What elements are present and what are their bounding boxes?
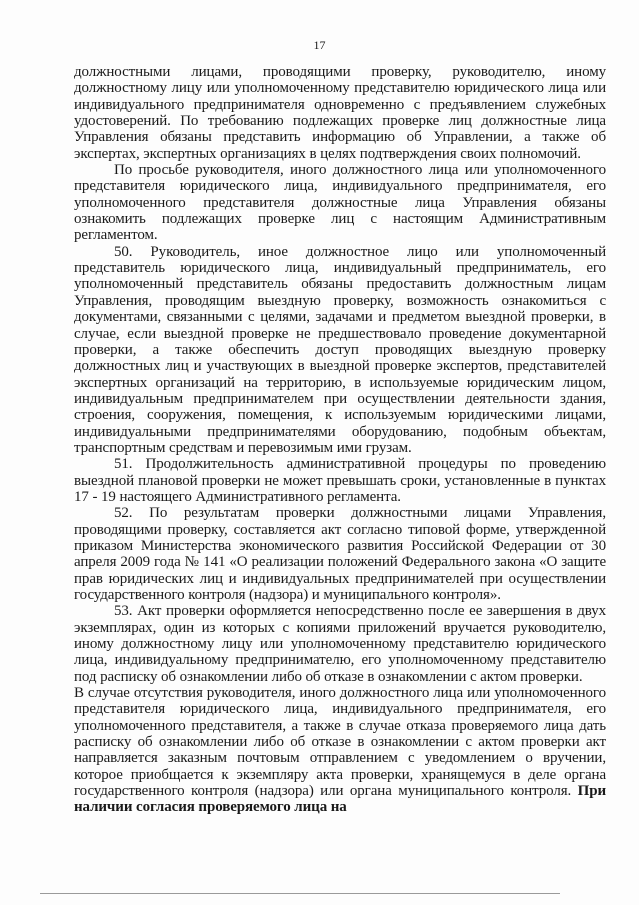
paragraph-51: 51. Продолжительность административной процедуры по проведению выездной плановой проверки не может превышать сроки, установленные в пунктах 17 - 19 настоящего Административного регламента. — [74, 456, 606, 505]
paragraph-continuation: должностными лицами, проводящими проверку, руководителю, иному должностному лицу или уполномоченному представителю юридического лица или индивидуального предпринимателя одновременно с предъявлением служебных удостоверений. По требованию подлежащих проверке лиц должностные лица Управления обязаны представить информацию об Управлении, а также об экспертах, экспертных организациях в целях подтверждения своих полномочий. — [74, 64, 606, 162]
page-number: 17 — [313, 38, 326, 52]
bold-sentence-start: При наличии согласия проверяемого лица на — [74, 783, 606, 816]
document-body — [74, 64, 606, 816]
bottom-rule — [40, 893, 560, 894]
paragraph-absence — [74, 685, 606, 816]
paragraph-request-regulation: По просьбе руководителя, иного должностного лица или уполномоченного представителя юридического лица, индивидуального предпринимателя, его уполномоченного представителя должностные лица Управления обязаны ознакомить подлежащих проверке лиц с настоящим Административным регламентом. — [74, 162, 606, 244]
paragraph-absence-text: В случае отсутствия руководителя, иного должностного лица или уполномоченного представителя юридического лица, индивидуального предпринимателя, его уполномоченного представителя, а также в случае отказа проверяемого лица дать расписку об ознакомлении либо об отказе в ознакомлении с актом проверки акт направляется заказным почтовым отправлением с уведомлением о вручении, которое приобщается к экземпляру акта проверки, хранящемуся в деле органа государственного контроля (надзора) или органа муниципального контроля. — [74, 685, 606, 800]
paragraph-53: 53. Акт проверки оформляется непосредственно после ее завершения в двух экземплярах, один из которых с копиями приложений вручается руководителю, иному должностному лицу или уполномоченному представителю юридического лица, индивидуальному предпринимателю, его уполномоченному представителю под расписку об ознакомлении либо об отказе в ознакомлении с актом проверки. — [74, 603, 606, 685]
paragraph-50: 50. Руководитель, иное должностное лицо или уполномоченный представитель юридического лица, индивидуальный предприниматель, его уполномоченный представитель обязаны предоставить должностным лицам Управления, проводящим выездную проверку, возможность ознакомиться с документами, связанными с целями, задачами и предметом выездной проверки, в случае, если выездной проверке не предшествовало проведение документарной проверки, а также обеспечить доступ проводящих выездную проверку должностных лиц и участвующих в выездной проверке экспертов, представителей экспертных организаций на территорию, в используемые юридическим лицом, индивидуальным предпринимателем при осуществлении деятельности здания, строения, сооружения, помещения, к используемым юридическими лицами, индивидуальными предпринимателями оборудованию, подобным объектам, транспортным средствам и перевозимым ими грузам. — [74, 243, 606, 456]
paragraph-52: 52. По результатам проверки должностными лицами Управления, проводящими проверку, составляется акт согласно типовой форме, утвержденной приказом Министерства экономического развития Российской Федерации от 30 апреля 2009 года № 141 «О реализации положений Федерального закона «О защите прав юридических лиц и индивидуальных предпринимателей при осуществлении государственного контроля (надзора) и муниципального контроля». — [74, 505, 606, 603]
